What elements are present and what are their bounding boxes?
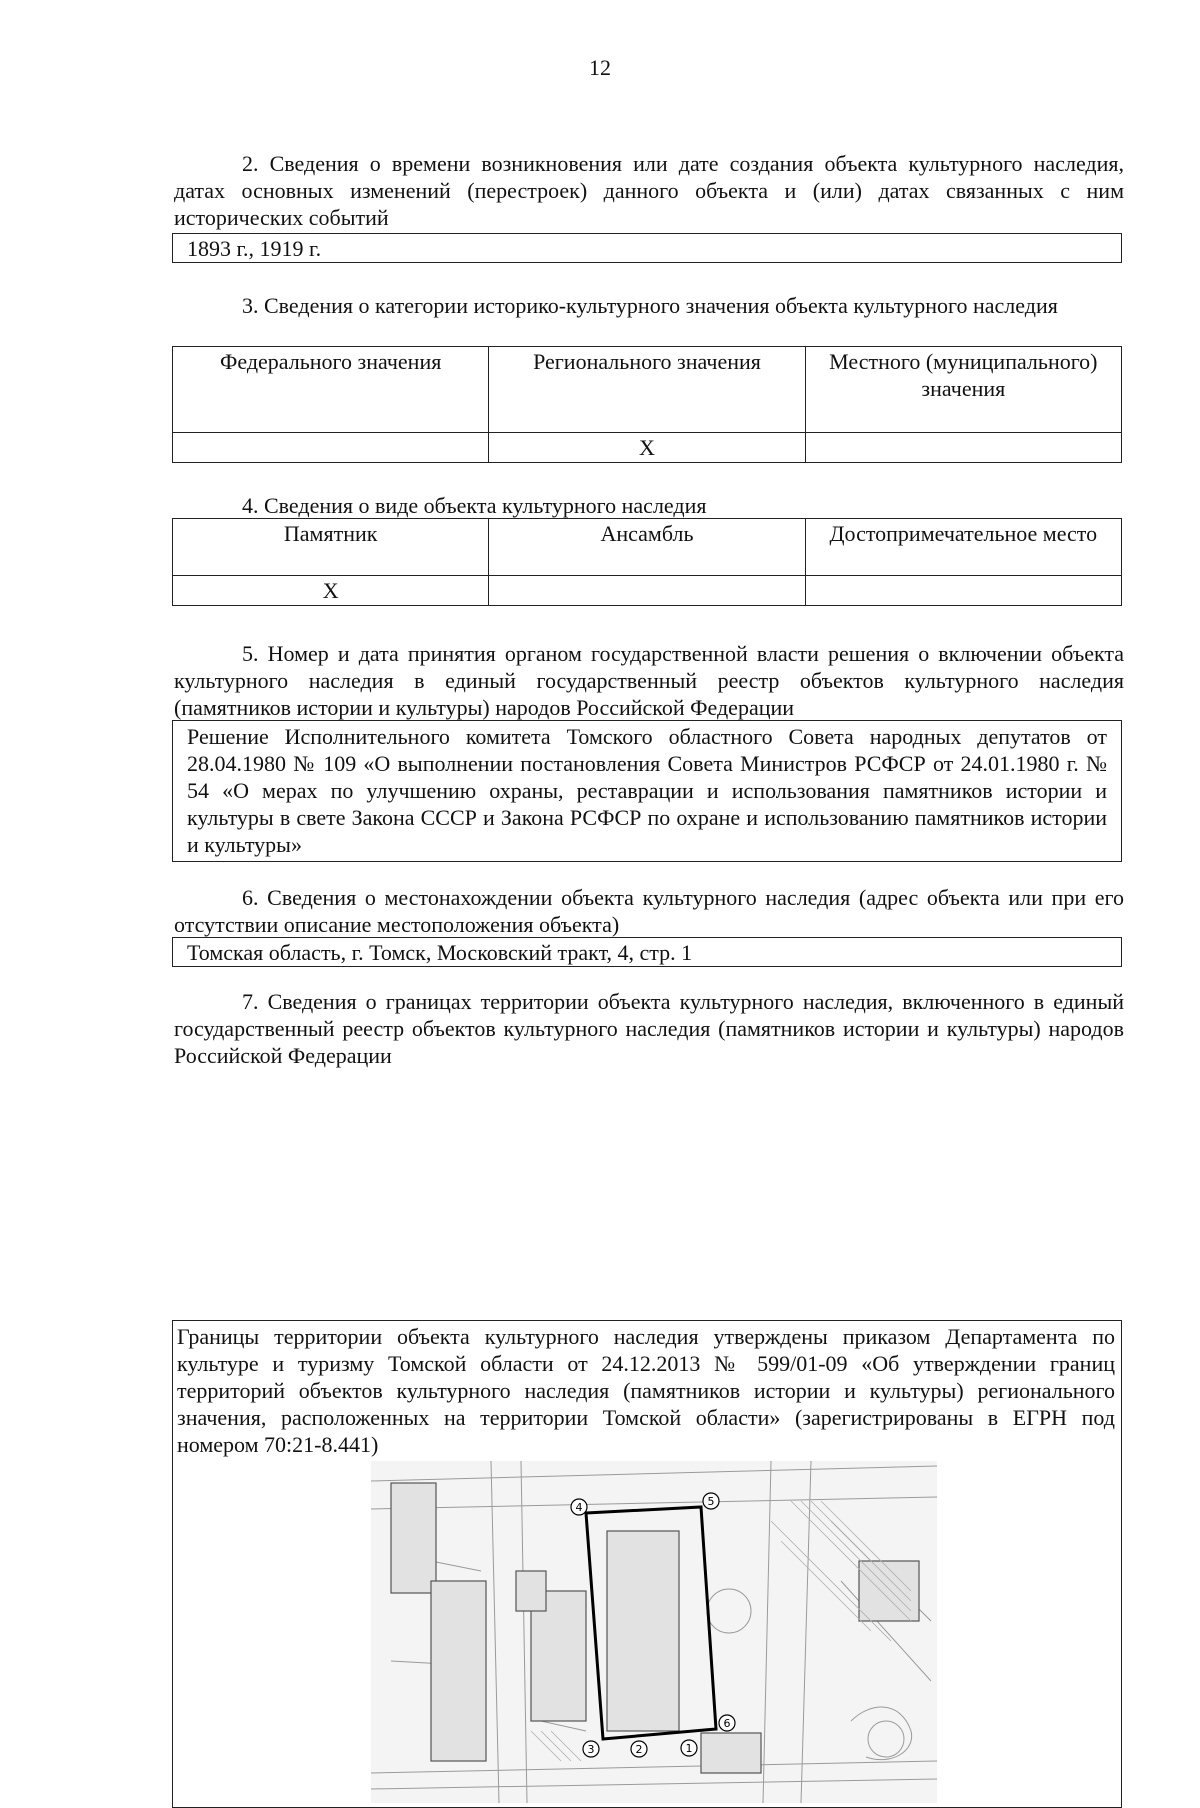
section-7-box — [172, 1320, 1122, 1808]
section-5-number: 5. — [242, 641, 259, 666]
section-7-heading — [174, 988, 1124, 1069]
section-2-text: Сведения о времени возникновения или дате создания объекта культурного наследия, датах основных изменений (перестроек) данного объекта и (или) датах связанных с ним исторических событий — [174, 151, 1125, 230]
category-regional-header: Регионального значения — [489, 347, 805, 433]
section-3-heading — [174, 292, 1124, 319]
map-point-5 — [703, 1493, 719, 1509]
section-2-number: 2. — [242, 151, 259, 176]
type-ensemble-mark — [489, 576, 805, 606]
svg-text:6: 6 — [723, 1717, 731, 1730]
type-table-mark-row — [173, 576, 1122, 606]
category-table — [172, 346, 1122, 463]
type-ensemble-header: Ансамбль — [489, 519, 805, 576]
category-table-mark-row — [173, 433, 1122, 463]
type-table — [172, 518, 1122, 606]
svg-text:3: 3 — [587, 1743, 595, 1756]
section-5-heading — [174, 640, 1124, 721]
category-federal-mark — [173, 433, 489, 463]
type-table-header-row — [173, 519, 1122, 576]
map-point-1 — [681, 1740, 697, 1756]
map-point-3 — [583, 1741, 599, 1757]
section-7-number: 7. — [242, 989, 259, 1014]
section-6-heading — [174, 884, 1124, 938]
section-6-text: Сведения о местонахождении объекта культурного наследия (адрес объекта или при его отсутствии описание местоположения объекта) — [174, 885, 1124, 937]
map-point-4 — [571, 1499, 587, 1515]
category-local-header: Местного (муниципального) значения — [805, 347, 1121, 433]
category-regional-mark: Х — [489, 433, 805, 463]
category-table-header-row — [173, 347, 1122, 433]
section-5-value: Решение Исполнительного комитета Томского областного Совета народных депутатов от 28.04.1980 № 109 «О выполнении постановления Совета Министров РСФСР от 24.01.1980 г. № 54 «О мерах по улучшению охраны, реставрации и использования памятников истории и культуры в свете Закона СССР и Закона РСФСР по охране и использованию памятников истории и культуры» — [172, 720, 1122, 862]
category-federal-header: Федерального значения — [173, 347, 489, 433]
section-2-value: 1893 г., 1919 г. — [172, 233, 1122, 263]
section-5-text: Номер и дата принятия органом государственной власти решения о включении объекта культурного наследия в единый государственный реестр объектов культурного наследия (памятников истории и культуры) народов Российской Федерации — [174, 641, 1125, 720]
section-6-number: 6. — [242, 885, 259, 910]
svg-text:1: 1 — [685, 1742, 693, 1755]
section-4-heading — [174, 492, 1124, 519]
type-monument-mark: Х — [173, 576, 489, 606]
section-6-value: Томская область, г. Томск, Московский тракт, 4, стр. 1 — [172, 937, 1122, 967]
map-drawing — [371, 1461, 937, 1803]
svg-text:2: 2 — [635, 1743, 643, 1756]
map-point-6 — [719, 1715, 735, 1731]
territory-boundary-map — [371, 1461, 937, 1803]
section-4-text: Сведения о виде объекта культурного наследия — [264, 493, 707, 518]
section-7-value: Границы территории объекта культурного наследия утверждены приказом Департамента по культуре и туризму Томской области от 24.12.2013 № 599/01-09 «Об утверждении границ территорий объектов культурного наследия (памятников истории и культуры) регионального значения, расположенных на территории Томской области» (зарегистрированы в ЕГРН под номером 70:21-8.441) — [177, 1324, 1115, 1457]
section-7-text: Сведения о границах территории объекта культурного наследия, включенного в единый государственный реестр объектов культурного наследия (памятников истории и культуры) народов Российской Федерации — [174, 989, 1125, 1068]
section-3-number: 3. — [242, 293, 259, 318]
category-local-mark — [805, 433, 1121, 463]
section-4-number: 4. — [242, 493, 259, 518]
page-number: 12 — [589, 55, 611, 80]
section-2-heading — [174, 150, 1124, 231]
section-3-text: Сведения о категории историко-культурного значения объекта культурного наследия — [264, 293, 1058, 318]
type-landmark-header: Достопримечательное место — [805, 519, 1121, 576]
type-landmark-mark — [805, 576, 1121, 606]
map-point-2 — [631, 1741, 647, 1757]
svg-text:5: 5 — [707, 1495, 715, 1508]
type-monument-header: Памятник — [173, 519, 489, 576]
svg-text:4: 4 — [575, 1501, 583, 1514]
